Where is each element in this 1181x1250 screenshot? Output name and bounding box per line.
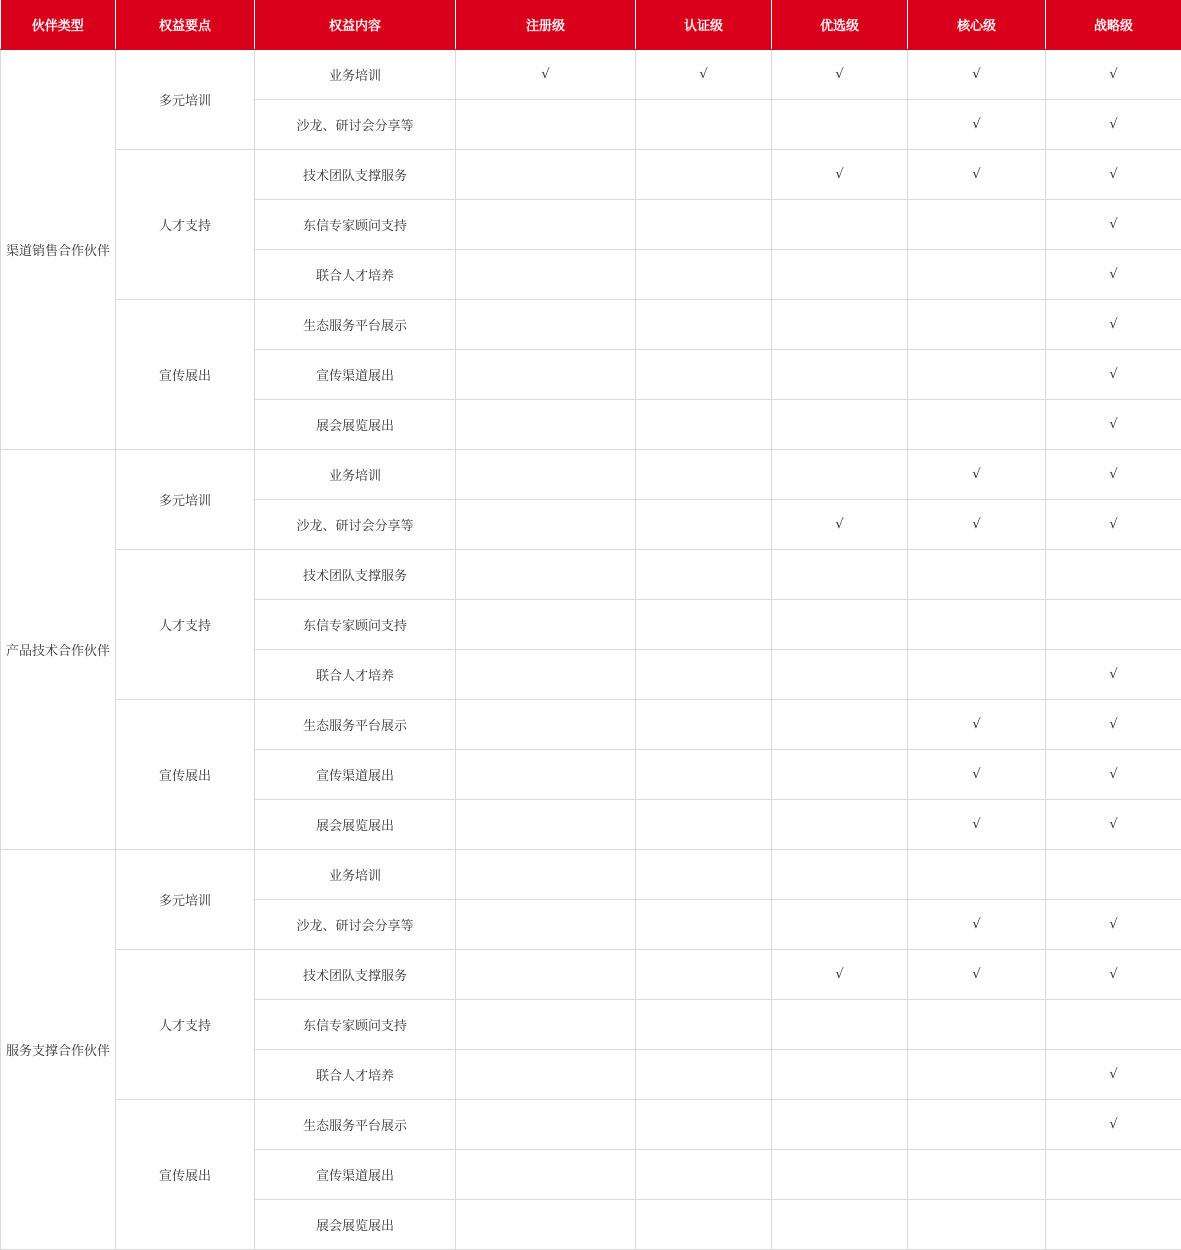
empty-level-cell bbox=[456, 849, 636, 899]
empty-level-cell bbox=[908, 249, 1046, 299]
empty-level-cell bbox=[636, 549, 772, 599]
check-mark-icon: √ bbox=[908, 749, 1046, 799]
empty-level-cell bbox=[908, 849, 1046, 899]
check-mark-icon: √ bbox=[636, 49, 772, 99]
check-mark-icon: √ bbox=[908, 699, 1046, 749]
empty-level-cell bbox=[772, 799, 908, 849]
check-mark-icon: √ bbox=[456, 49, 636, 99]
header-benefit-content: 权益内容 bbox=[255, 0, 456, 49]
check-mark-icon: √ bbox=[908, 149, 1046, 199]
empty-level-cell bbox=[1046, 549, 1181, 599]
empty-level-cell bbox=[772, 249, 908, 299]
benefit-content-cell: 宣传渠道展出 bbox=[255, 1149, 456, 1199]
empty-level-cell bbox=[636, 99, 772, 149]
empty-level-cell bbox=[772, 349, 908, 399]
empty-level-cell bbox=[1046, 1199, 1181, 1249]
empty-level-cell bbox=[772, 1149, 908, 1199]
table-row bbox=[1, 549, 1181, 599]
empty-level-cell bbox=[636, 749, 772, 799]
empty-level-cell bbox=[908, 999, 1046, 1049]
empty-level-cell bbox=[908, 299, 1046, 349]
benefit-content-cell: 沙龙、研讨会分享等 bbox=[255, 899, 456, 949]
benefit-content-cell: 展会展览展出 bbox=[255, 799, 456, 849]
benefit-content-cell: 业务培训 bbox=[255, 449, 456, 499]
empty-level-cell bbox=[636, 249, 772, 299]
empty-level-cell bbox=[908, 599, 1046, 649]
empty-level-cell bbox=[908, 1049, 1046, 1099]
check-mark-icon: √ bbox=[908, 949, 1046, 999]
check-mark-icon: √ bbox=[908, 899, 1046, 949]
benefit-content-cell: 东信专家顾问支持 bbox=[255, 599, 456, 649]
benefit-point-cell: 宣传展出 bbox=[116, 1099, 255, 1249]
empty-level-cell bbox=[772, 399, 908, 449]
empty-level-cell bbox=[456, 949, 636, 999]
check-mark-icon: √ bbox=[908, 799, 1046, 849]
empty-level-cell bbox=[456, 99, 636, 149]
benefit-point-cell: 宣传展出 bbox=[116, 299, 255, 449]
empty-level-cell bbox=[456, 649, 636, 699]
check-mark-icon: √ bbox=[1046, 1049, 1181, 1099]
empty-level-cell bbox=[1046, 999, 1181, 1049]
header-level-registered: 注册级 bbox=[456, 0, 636, 49]
empty-level-cell bbox=[908, 649, 1046, 699]
empty-level-cell bbox=[636, 1149, 772, 1199]
empty-level-cell bbox=[636, 899, 772, 949]
benefit-content-cell: 技术团队支撑服务 bbox=[255, 949, 456, 999]
benefit-content-cell: 东信专家顾问支持 bbox=[255, 199, 456, 249]
empty-level-cell bbox=[772, 99, 908, 149]
empty-level-cell bbox=[636, 199, 772, 249]
benefit-content-cell: 展会展览展出 bbox=[255, 399, 456, 449]
empty-level-cell bbox=[908, 199, 1046, 249]
empty-level-cell bbox=[1046, 1149, 1181, 1199]
table-body bbox=[1, 49, 1181, 1249]
check-mark-icon: √ bbox=[1046, 199, 1181, 249]
check-mark-icon: √ bbox=[908, 99, 1046, 149]
header-partner-type: 伙伴类型 bbox=[1, 0, 116, 49]
empty-level-cell bbox=[456, 699, 636, 749]
check-mark-icon: √ bbox=[1046, 899, 1181, 949]
benefit-content-cell: 生态服务平台展示 bbox=[255, 699, 456, 749]
benefit-point-cell: 宣传展出 bbox=[116, 699, 255, 849]
empty-level-cell bbox=[456, 449, 636, 499]
empty-level-cell bbox=[772, 299, 908, 349]
check-mark-icon: √ bbox=[1046, 749, 1181, 799]
empty-level-cell bbox=[636, 399, 772, 449]
empty-level-cell bbox=[636, 449, 772, 499]
check-mark-icon: √ bbox=[1046, 499, 1181, 549]
check-mark-icon: √ bbox=[772, 499, 908, 549]
empty-level-cell bbox=[908, 399, 1046, 449]
check-mark-icon: √ bbox=[1046, 649, 1181, 699]
empty-level-cell bbox=[772, 1049, 908, 1099]
check-mark-icon: √ bbox=[1046, 699, 1181, 749]
check-mark-icon: √ bbox=[1046, 1099, 1181, 1149]
empty-level-cell bbox=[456, 999, 636, 1049]
empty-level-cell bbox=[456, 349, 636, 399]
check-mark-icon: √ bbox=[1046, 99, 1181, 149]
partner-type-cell: 产品技术合作伙伴 bbox=[1, 449, 116, 849]
empty-level-cell bbox=[772, 599, 908, 649]
benefit-point-cell: 人才支持 bbox=[116, 949, 255, 1099]
check-mark-icon: √ bbox=[1046, 399, 1181, 449]
empty-level-cell bbox=[636, 949, 772, 999]
empty-level-cell bbox=[908, 1149, 1046, 1199]
empty-level-cell bbox=[456, 749, 636, 799]
empty-level-cell bbox=[908, 549, 1046, 599]
empty-level-cell bbox=[772, 699, 908, 749]
empty-level-cell bbox=[772, 1199, 908, 1249]
benefit-content-cell: 技术团队支撑服务 bbox=[255, 149, 456, 199]
empty-level-cell bbox=[636, 299, 772, 349]
benefit-point-cell: 人才支持 bbox=[116, 149, 255, 299]
benefit-content-cell: 沙龙、研讨会分享等 bbox=[255, 99, 456, 149]
header-level-preferred: 优选级 bbox=[772, 0, 908, 49]
empty-level-cell bbox=[636, 1099, 772, 1149]
empty-level-cell bbox=[456, 899, 636, 949]
benefit-content-cell: 业务培训 bbox=[255, 849, 456, 899]
empty-level-cell bbox=[456, 299, 636, 349]
table-header-row bbox=[1, 0, 1181, 49]
table-row bbox=[1, 299, 1181, 349]
empty-level-cell bbox=[636, 699, 772, 749]
empty-level-cell bbox=[1046, 849, 1181, 899]
benefit-point-cell: 多元培训 bbox=[116, 849, 255, 949]
empty-level-cell bbox=[456, 1099, 636, 1149]
header-benefit-point: 权益要点 bbox=[116, 0, 255, 49]
benefit-content-cell: 沙龙、研讨会分享等 bbox=[255, 499, 456, 549]
benefit-content-cell: 联合人才培养 bbox=[255, 249, 456, 299]
check-mark-icon: √ bbox=[1046, 49, 1181, 99]
empty-level-cell bbox=[456, 249, 636, 299]
empty-level-cell bbox=[456, 1199, 636, 1249]
benefit-content-cell: 业务培训 bbox=[255, 49, 456, 99]
empty-level-cell bbox=[456, 799, 636, 849]
benefit-content-cell: 东信专家顾问支持 bbox=[255, 999, 456, 1049]
header-level-strategic: 战略级 bbox=[1046, 0, 1181, 49]
empty-level-cell bbox=[1046, 599, 1181, 649]
check-mark-icon: √ bbox=[1046, 349, 1181, 399]
benefit-content-cell: 宣传渠道展出 bbox=[255, 749, 456, 799]
empty-level-cell bbox=[456, 399, 636, 449]
empty-level-cell bbox=[636, 349, 772, 399]
check-mark-icon: √ bbox=[1046, 299, 1181, 349]
check-mark-icon: √ bbox=[772, 149, 908, 199]
empty-level-cell bbox=[772, 549, 908, 599]
empty-level-cell bbox=[456, 549, 636, 599]
empty-level-cell bbox=[456, 599, 636, 649]
empty-level-cell bbox=[772, 1099, 908, 1149]
check-mark-icon: √ bbox=[1046, 149, 1181, 199]
benefit-point-cell: 多元培训 bbox=[116, 449, 255, 549]
empty-level-cell bbox=[636, 799, 772, 849]
benefit-content-cell: 联合人才培养 bbox=[255, 1049, 456, 1099]
empty-level-cell bbox=[636, 499, 772, 549]
table-row bbox=[1, 449, 1181, 499]
empty-level-cell bbox=[636, 849, 772, 899]
empty-level-cell bbox=[772, 199, 908, 249]
table-row bbox=[1, 949, 1181, 999]
empty-level-cell bbox=[772, 999, 908, 1049]
empty-level-cell bbox=[908, 349, 1046, 399]
empty-level-cell bbox=[772, 649, 908, 699]
empty-level-cell bbox=[456, 1049, 636, 1099]
table-row bbox=[1, 849, 1181, 899]
benefit-content-cell: 联合人才培养 bbox=[255, 649, 456, 699]
check-mark-icon: √ bbox=[908, 449, 1046, 499]
empty-level-cell bbox=[456, 1149, 636, 1199]
header-level-certified: 认证级 bbox=[636, 0, 772, 49]
benefit-content-cell: 技术团队支撑服务 bbox=[255, 549, 456, 599]
empty-level-cell bbox=[636, 599, 772, 649]
benefit-point-cell: 人才支持 bbox=[116, 549, 255, 699]
empty-level-cell bbox=[636, 649, 772, 699]
empty-level-cell bbox=[772, 449, 908, 499]
empty-level-cell bbox=[456, 199, 636, 249]
empty-level-cell bbox=[772, 749, 908, 799]
empty-level-cell bbox=[636, 1199, 772, 1249]
check-mark-icon: √ bbox=[1046, 249, 1181, 299]
check-mark-icon: √ bbox=[908, 499, 1046, 549]
empty-level-cell bbox=[908, 1199, 1046, 1249]
check-mark-icon: √ bbox=[772, 949, 908, 999]
check-mark-icon: √ bbox=[1046, 799, 1181, 849]
check-mark-icon: √ bbox=[1046, 449, 1181, 499]
empty-level-cell bbox=[636, 149, 772, 199]
table-row bbox=[1, 149, 1181, 199]
empty-level-cell bbox=[456, 149, 636, 199]
partner-type-cell: 渠道销售合作伙伴 bbox=[1, 49, 116, 449]
benefit-content-cell: 展会展览展出 bbox=[255, 1199, 456, 1249]
check-mark-icon: √ bbox=[772, 49, 908, 99]
table-row bbox=[1, 699, 1181, 749]
benefit-point-cell: 多元培训 bbox=[116, 49, 255, 149]
empty-level-cell bbox=[772, 899, 908, 949]
table-row bbox=[1, 1099, 1181, 1149]
header-level-core: 核心级 bbox=[908, 0, 1046, 49]
benefit-content-cell: 宣传渠道展出 bbox=[255, 349, 456, 399]
partner-type-cell: 服务支撑合作伙伴 bbox=[1, 849, 116, 1249]
empty-level-cell bbox=[908, 1099, 1046, 1149]
empty-level-cell bbox=[636, 1049, 772, 1099]
check-mark-icon: √ bbox=[908, 49, 1046, 99]
empty-level-cell bbox=[456, 499, 636, 549]
benefit-content-cell: 生态服务平台展示 bbox=[255, 1099, 456, 1149]
check-mark-icon: √ bbox=[1046, 949, 1181, 999]
table-row bbox=[1, 49, 1181, 99]
empty-level-cell bbox=[636, 999, 772, 1049]
empty-level-cell bbox=[772, 849, 908, 899]
benefit-content-cell: 生态服务平台展示 bbox=[255, 299, 456, 349]
